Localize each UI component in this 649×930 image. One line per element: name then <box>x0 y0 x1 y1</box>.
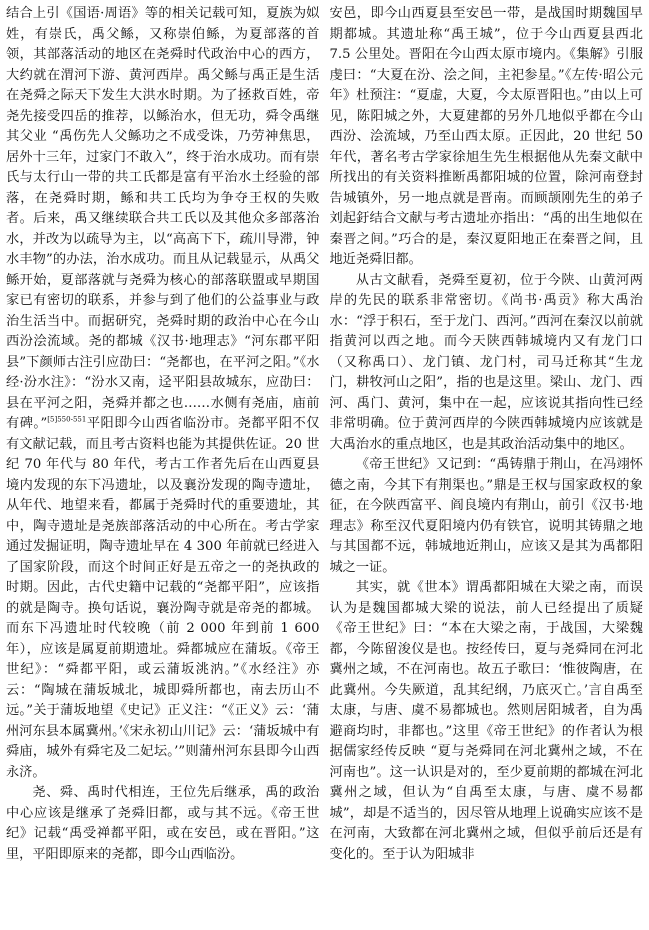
right-paragraph-4: 其实，就《世本》谓禹都阳城在大梁之南，而误认为是魏国都城大梁的说法，前人已经提出了质疑《帝王世纪》曰：“本在大梁之南，于战国，大梁魏都，今陈留浚仪是也。按经传曰，夏与尧舜同在河北冀州之域，不在河南也。故五子歌曰：‘惟彼陶唐，在此冀州。今失厥道，乱其纪纲，乃底灭亡。’言自禹至太康，与唐、虞不易都城也。然则居阳城者，自为禹避商均时，非都也。”这里《帝王世纪》的作者认为根据儒家经传反映 “夏与尧舜同在河北冀州之域，不在河南也”。这一认识是对的，至少夏前期的都城在河北冀州之域，但认为“自禹至太康，与唐、虞不易都城”，却是不适当的，因尽管从地理上说确实应该不是在河南，大致都在河北冀州之域，但似乎前后还是有变化的。至于认为阳城非 <box>329 580 643 862</box>
left-paragraph-1 <box>6 4 320 783</box>
right-paragraph-2: 从古文献看，尧舜至夏初，位于今陕、山黄河两岸的先民的联系非常密切。《尚书·禹贡》称大禹治水：“浮于积石，至于龙门、西河。”西河在秦汉以前就指黄河以西之地。而今天陕西韩城境内又有龙门口（又称禹口）、龙门镇、龙门村，司马迁称其“生龙门，耕牧河山之阳”，指的也是这里。梁山、龙门、西河、禹门、黄河，集中在一起，应该说其指向性已经非常明确。位于黄河西岸的今陕西韩城境内应该就是大禹治水的重点地区，也是其政治活动集中的地区。 <box>329 272 643 452</box>
left-column <box>6 4 320 930</box>
footnote-ref: [5]550-551 <box>47 415 87 424</box>
left-paragraph-2: 尧、舜、禹时代相连，王位先后继承，禹的政治中心应该是继承了尧舜旧都，或与其不远。《帝王世纪》记载“禹受禅都平阳，或在安邑，或在晋阳。”这里，平阳即原来的尧都，即今山西临汾。 <box>6 785 320 862</box>
text-run: 结合上引《国语·周语》等的相关记载可知，夏族为姒姓，有崇氏，禹父鲧，又称崇伯鲧，为夏部落的首领，其部落活动的地区在尧舜时代政治中心的西方，大约就在渭河下游、黄河西岸。禹父鲧与禹正是生活在尧舜之际天下发生大洪水时期。为了拯救百姓，帝尧先接受四岳的推荐，以鲧治水，但无功，舜令禹继其父业 “禹伤先人父鲧功之不成受诛，乃劳神焦思，居外十三年，过家门不敢入”，终于治水成功。而有崇氏与太行山一带的共工氏都是富有平治水土经验的部落，在尧舜时期，鲧和共工氏均为争夺王权的失败者。后来，禹又继续联合共工氏以及其他众多部落治水，并改为以疏导为主，以“高高下下，疏川导滞，钟水丰物”的办法，治水成功。而且从记载显示，从禹父鲧开始，夏部落就与尧舜为核心的部落联盟或早期国家已有密切的联系，并参与到了他们的公益事业与政治生活当中。而据研究，尧舜时期的政治中心在今山西汾浍流域。尧的都城《汉书·地理志》“河东郡平阳县”下颜师古注引应劭曰：“尧都也，在平河之阳。”《水经·汾水注》：“汾水又南，迳平阳县故城东，应劭曰：县在平河之阳，尧舜并都之也……水侧有尧庙，庙前有碑。” <box>6 6 320 431</box>
right-paragraph-3: 《帝王世纪》又记到：“禹铸鼎于荆山，在冯翊怀德之南，今其下有荆渠也。”鼎是王权与国家政权的象征，在今陕西富平、阎良境内有荆山，前引《汉书·地理志》称至汉代夏阳境内仍有铁官，说明其铸鼎之地与其国都不远，韩城地近荆山，应该又是其为禹都阳城之一证。 <box>329 457 643 575</box>
text-run: 平阳即今山西省临汾市。尧都平阳不仅有文献记载，而且考古资料也能为其提供佐证。20 世纪 70 年代与 80 年代，考古工作者先后在山西夏县境内发现的东下冯遗址，以及襄汾发现的陶寺遗址，从年代、地望来看，都属于尧舜时代的重要遗址，其中，陶寺遗址是尧族部落活动的中心所在。考古学家通过发掘证明，陶寺遗址早在 4 300 年前就已经进入了国家阶段，而这个时间正好是五帝之一的尧执政的时期。因此，古代史籍中记载的“尧都平阳”，应该指的就是陶寺。换句话说，襄汾陶寺就是帝尧的都城。而东下冯遗址时代较晚（前 2 000 年到前 1 600 年），应该是属夏前期遗址。舜都城应在蒲坂。《帝王世纪》：“舜都平阳，或云蒲坂洮汭。”《水经注》亦云：“陶城在蒲坂城北，城即舜所都也，南去历山不远。”关于蒲坂地望《史记》正义注：“《正义》云：‘蒲州河东县本属冀州。’《宋永初山川记》云：‘蒲坂城中有舜庙，城外有舜宅及二妃坛。’”则蒲州河东县即今山西永济。 <box>6 416 320 780</box>
right-paragraph-1: 安邑，即今山西夏县至安邑一带，是战国时期魏国早期都城。其遗址称“禹王城”，位于今山西夏县西北 7.5 公里处。晋阳在今山西太原市境内。《集解》引服虔曰：“大夏在汾、浍之间，主祀参星。”《左传·昭公元年》杜预注：“夏虚，大夏，今太原晋阳也。”由以上可见，陈阳城之外，大夏建都的另外几地似乎都在今山西汾、浍流域，乃至山西太原。正因此，20 世纪 50 年代，著名考古学家徐旭生先生根据他从先秦文献中所找出的有关资料推断禹都阳城的位置，除河南登封告城镇外，另一地点就是晋南。而顾颉刚先生的弟子刘起釪结合文献与考古遗址亦指出：“禹的出生地似在秦晋之间。”巧合的是，秦汉夏阳地正在秦晋之间，且地近尧舜旧都。 <box>329 6 643 267</box>
right-column <box>330 4 644 930</box>
